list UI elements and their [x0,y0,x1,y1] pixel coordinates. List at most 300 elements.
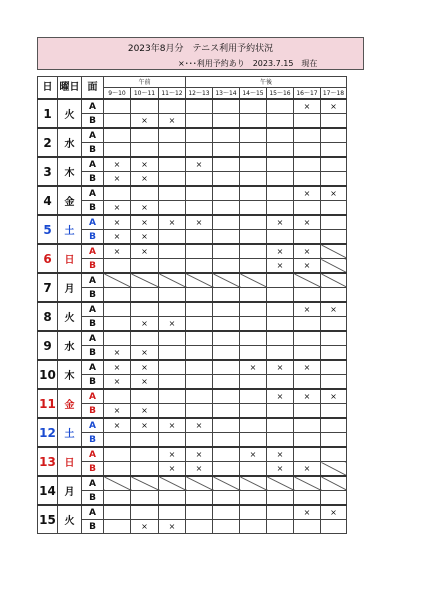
slot-cell [294,375,321,390]
slot-cell: × [104,346,131,361]
slot-cell [294,172,321,187]
slot-cell [321,447,347,462]
slot-cell [294,114,321,129]
slot-cell [104,302,131,317]
slot-cell [240,317,267,332]
slot-cell: × [294,99,321,114]
slot-cell: × [131,317,159,332]
day-number: 3 [38,157,58,186]
slot-cell [321,244,347,259]
slot-cell [267,230,294,245]
slot-cell [321,375,347,390]
slot-cell [321,201,347,216]
slot-cell [240,389,267,404]
slot-cell: × [159,317,186,332]
day-number: 5 [38,215,58,244]
slot-cell [240,215,267,230]
slot-cell [267,302,294,317]
slot-cell: × [267,462,294,477]
slot-cell [267,491,294,506]
slot-cell [213,491,240,506]
slot-cell [213,186,240,201]
slot-cell [267,346,294,361]
slot-cell [267,404,294,419]
slot-cell [321,491,347,506]
slot-cell [186,317,213,332]
weekday-label: 木 [58,360,82,389]
weekday-label: 火 [58,302,82,331]
slot-cell [213,462,240,477]
slot-cell [321,520,347,534]
court-label: A [82,476,104,491]
slot-cell: × [104,201,131,216]
slot-cell [104,114,131,129]
slot-cell: × [267,215,294,230]
court-label: B [82,404,104,419]
court-label: A [82,331,104,346]
slot-cell [104,505,131,520]
slot-cell [294,346,321,361]
slot-cell [186,491,213,506]
slot-cell [131,273,159,288]
slot-cell [240,244,267,259]
slot-cell [267,433,294,448]
court-label: A [82,244,104,259]
slot-cell [131,128,159,143]
slot-cell [267,201,294,216]
slot-cell: × [321,389,347,404]
slot-cell [240,273,267,288]
slot-cell [186,520,213,534]
court-label: B [82,143,104,158]
slot-cell [294,317,321,332]
slot-cell: × [267,244,294,259]
slot-cell [321,230,347,245]
slot-cell [321,114,347,129]
slot-cell: × [131,346,159,361]
slot-cell [186,505,213,520]
slot-cell [240,99,267,114]
weekday-label: 水 [58,331,82,360]
slot-cell [159,331,186,346]
slot-cell: × [267,389,294,404]
slot-cell [131,389,159,404]
slot-cell [321,346,347,361]
slot-cell [240,259,267,274]
slot-cell [213,143,240,158]
slot-cell [213,346,240,361]
slot-cell [294,128,321,143]
time-slot-header: 17～18 [321,88,347,100]
slot-cell [294,143,321,158]
day-number: 4 [38,186,58,215]
slot-cell [213,389,240,404]
slot-cell [104,259,131,274]
slot-cell [213,114,240,129]
slot-cell [131,331,159,346]
slot-cell [213,172,240,187]
slot-cell [240,143,267,158]
court-label: B [82,172,104,187]
court-label: A [82,505,104,520]
slot-cell [240,491,267,506]
slot-cell [159,476,186,491]
slot-cell [186,244,213,259]
weekday-label: 金 [58,389,82,418]
slot-cell [213,418,240,433]
slot-cell [294,476,321,491]
court-label: B [82,491,104,506]
slot-cell [267,114,294,129]
slot-cell [240,172,267,187]
slot-cell [213,201,240,216]
day-number: 13 [38,447,58,476]
slot-cell [294,230,321,245]
slot-cell [159,259,186,274]
slot-cell [240,114,267,129]
slot-cell [159,288,186,303]
slot-cell: × [104,215,131,230]
slot-cell: × [131,230,159,245]
slot-cell [321,215,347,230]
slot-cell [159,230,186,245]
slot-cell [104,128,131,143]
slot-cell: × [294,244,321,259]
slot-cell [294,201,321,216]
weekday-label: 月 [58,476,82,505]
slot-cell [321,331,347,346]
slot-cell: × [159,447,186,462]
slot-cell [104,186,131,201]
slot-cell: × [321,186,347,201]
slot-cell [104,331,131,346]
day-number: 7 [38,273,58,302]
slot-cell: × [131,404,159,419]
weekday-label: 土 [58,215,82,244]
slot-cell [240,230,267,245]
weekday-label: 土 [58,418,82,447]
slot-cell: × [294,505,321,520]
time-slot-header: 13～14 [213,88,240,100]
slot-cell: × [186,447,213,462]
col-header-am: 午前 [104,77,186,88]
slot-cell [321,259,347,274]
slot-cell [267,505,294,520]
slot-cell [267,331,294,346]
slot-cell [131,491,159,506]
slot-cell: × [131,201,159,216]
slot-cell [294,418,321,433]
court-label: B [82,346,104,361]
slot-cell: × [104,172,131,187]
slot-cell [213,230,240,245]
time-slot-header: 10～11 [131,88,159,100]
slot-cell [294,520,321,534]
slot-cell [104,520,131,534]
day-number: 8 [38,302,58,331]
weekday-label: 水 [58,128,82,157]
slot-cell [186,476,213,491]
court-label: A [82,418,104,433]
slot-cell [240,288,267,303]
court-label: A [82,99,104,114]
slot-cell [213,259,240,274]
slot-cell [104,476,131,491]
slot-cell [213,447,240,462]
slot-cell [321,360,347,375]
slot-cell [159,273,186,288]
slot-cell [159,157,186,172]
slot-cell [240,404,267,419]
slot-cell: × [267,259,294,274]
time-slot-header: 11～12 [159,88,186,100]
slot-cell [213,317,240,332]
slot-cell [267,418,294,433]
slot-cell [131,462,159,477]
slot-cell [213,476,240,491]
court-label: A [82,186,104,201]
slot-cell [159,244,186,259]
slot-cell [131,433,159,448]
court-label: A [82,302,104,317]
slot-cell [186,172,213,187]
slot-cell [267,128,294,143]
slot-cell [321,418,347,433]
weekday-label: 火 [58,505,82,534]
time-slot-header: 15～16 [267,88,294,100]
slot-cell [267,520,294,534]
slot-cell [267,186,294,201]
slot-cell [213,505,240,520]
slot-cell: × [294,186,321,201]
slot-cell: × [104,244,131,259]
court-label: B [82,317,104,332]
slot-cell [159,128,186,143]
slot-cell: × [294,302,321,317]
slot-cell: × [159,215,186,230]
day-number: 6 [38,244,58,273]
court-label: A [82,389,104,404]
slot-cell [186,288,213,303]
slot-cell [104,288,131,303]
time-slot-header: 16～17 [294,88,321,100]
page-title: 2023年8月分 テニス利用予約状況 [127,44,274,54]
col-header-court: 面 [82,77,104,100]
reservation-table [37,76,347,534]
slot-cell [131,476,159,491]
slot-cell [186,331,213,346]
slot-cell [159,375,186,390]
slot-cell [213,157,240,172]
court-label: B [82,230,104,245]
slot-cell [159,302,186,317]
slot-cell: × [294,389,321,404]
slot-cell [321,404,347,419]
slot-cell: × [131,114,159,129]
slot-cell [321,157,347,172]
slot-cell: × [240,360,267,375]
slot-cell [186,346,213,361]
slot-cell: × [104,360,131,375]
time-slot-header: 9～10 [104,88,131,100]
slot-cell [294,273,321,288]
slot-cell [104,273,131,288]
slot-cell: × [104,404,131,419]
slot-cell [104,317,131,332]
slot-cell: × [294,215,321,230]
slot-cell [186,389,213,404]
slot-cell [159,404,186,419]
slot-cell [131,302,159,317]
slot-cell [159,186,186,201]
slot-cell [267,375,294,390]
slot-cell [321,128,347,143]
slot-cell [159,143,186,158]
slot-cell [294,157,321,172]
slot-cell [213,404,240,419]
slot-cell [267,288,294,303]
slot-cell [267,143,294,158]
slot-cell: × [321,505,347,520]
slot-cell [213,99,240,114]
slot-cell [159,389,186,404]
slot-cell [240,433,267,448]
slot-cell [213,128,240,143]
slot-cell [159,505,186,520]
slot-cell [240,375,267,390]
slot-cell [321,433,347,448]
slot-cell: × [186,418,213,433]
slot-cell [240,505,267,520]
slot-cell: × [104,230,131,245]
weekday-label: 火 [58,99,82,128]
weekday-label: 日 [58,447,82,476]
slot-cell [321,476,347,491]
slot-cell [131,186,159,201]
slot-cell [104,143,131,158]
slot-cell [240,418,267,433]
slot-cell: × [131,244,159,259]
slot-cell [267,273,294,288]
slot-cell [294,288,321,303]
slot-cell: × [267,447,294,462]
slot-cell: × [159,520,186,534]
slot-cell [186,433,213,448]
slot-cell [267,172,294,187]
day-number: 10 [38,360,58,389]
slot-cell [131,447,159,462]
slot-cell: × [131,375,159,390]
court-label: B [82,520,104,534]
slot-cell [321,317,347,332]
slot-cell [267,157,294,172]
slot-cell: × [186,215,213,230]
slot-cell: × [104,375,131,390]
slot-cell [104,389,131,404]
slot-cell [159,433,186,448]
slot-cell [159,346,186,361]
weekday-label: 金 [58,186,82,215]
time-slot-header: 12～13 [186,88,213,100]
court-label: A [82,128,104,143]
court-label: B [82,288,104,303]
time-slot-header: 14～15 [240,88,267,100]
slot-cell: × [131,215,159,230]
slot-cell: × [186,462,213,477]
court-label: B [82,433,104,448]
court-label: A [82,360,104,375]
slot-cell [321,143,347,158]
slot-cell [131,99,159,114]
slot-cell [159,201,186,216]
slot-cell [267,99,294,114]
slot-cell: × [159,114,186,129]
slot-cell [131,505,159,520]
slot-cell [213,215,240,230]
day-number: 9 [38,331,58,360]
slot-cell: × [321,302,347,317]
day-number: 1 [38,99,58,128]
court-label: B [82,259,104,274]
col-header-weekday: 曜日 [58,77,82,100]
slot-cell [213,273,240,288]
slot-cell: × [267,360,294,375]
slot-cell [240,346,267,361]
slot-cell [240,186,267,201]
legend-note: ×･･･利用予約あり 2023.7.15 現在 [178,59,318,68]
day-number: 11 [38,389,58,418]
slot-cell [321,462,347,477]
slot-cell: × [131,360,159,375]
court-label: B [82,201,104,216]
slot-cell [186,259,213,274]
slot-cell: × [240,447,267,462]
slot-cell [186,230,213,245]
slot-cell [186,128,213,143]
day-number: 14 [38,476,58,505]
slot-cell: × [131,520,159,534]
slot-cell [321,172,347,187]
slot-cell [240,201,267,216]
slot-cell [294,433,321,448]
slot-cell [131,288,159,303]
slot-cell [321,273,347,288]
weekday-label: 木 [58,157,82,186]
slot-cell [159,491,186,506]
slot-cell [213,433,240,448]
slot-cell [213,302,240,317]
slot-cell [104,491,131,506]
slot-cell [186,99,213,114]
day-number: 2 [38,128,58,157]
court-label: A [82,447,104,462]
slot-cell [186,360,213,375]
slot-cell [159,172,186,187]
slot-cell: × [104,157,131,172]
slot-cell [213,375,240,390]
slot-cell [240,157,267,172]
slot-cell [267,317,294,332]
slot-cell [186,302,213,317]
slot-cell [294,331,321,346]
header-box [37,37,364,70]
weekday-label: 月 [58,273,82,302]
weekday-label: 日 [58,244,82,273]
court-label: A [82,273,104,288]
slot-cell [267,476,294,491]
slot-cell [213,331,240,346]
court-label: A [82,157,104,172]
